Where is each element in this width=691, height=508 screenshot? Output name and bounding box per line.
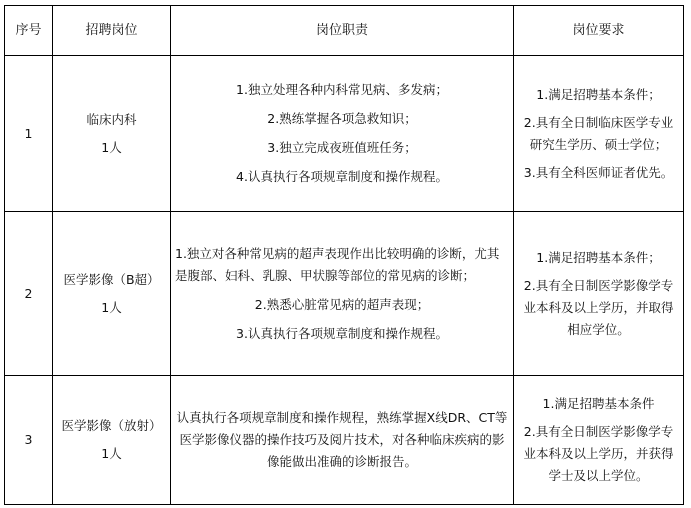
requirement-item: 1.满足招聘基本条件； xyxy=(536,249,661,265)
row-number: 3 xyxy=(5,376,53,505)
requirement-item: 2.具有全日制医学影像学专业本科及以上学历，并获得学士及以上学位。 xyxy=(523,424,674,483)
duties-cell xyxy=(171,376,514,505)
requirement-item: 1.满足招聘基本条件 xyxy=(542,396,655,411)
row-number: 2 xyxy=(5,212,53,376)
table-row xyxy=(5,56,684,212)
position-name: 医学影像（放射） xyxy=(61,418,162,433)
requirement-item: 2.具有全日制临床医学专业研究生学历、硕士学位； xyxy=(523,114,674,152)
duty-item: 1.独立对各种常见病的超声表现作出比较明确的诊断，尤其是腹部、妇科、乳腺、甲状腺等部位的常见病的诊断； xyxy=(175,245,500,283)
position-name: 临床内科 xyxy=(86,111,137,127)
duties-cell xyxy=(171,56,514,212)
position-cell xyxy=(53,56,171,212)
table-row xyxy=(5,376,684,505)
position-name: 医学影像（B超） xyxy=(63,271,160,287)
position-cell xyxy=(53,212,171,376)
header-position: 招聘岗位 xyxy=(53,6,171,56)
position-count: 1人 xyxy=(101,139,122,155)
duty-item: 4.认真执行各项规章制度和操作规程。 xyxy=(236,169,448,184)
duty-item: 2.熟悉心脏常见病的超声表现； xyxy=(254,296,430,312)
header-duties: 岗位职责 xyxy=(171,6,514,56)
header-row xyxy=(5,6,684,56)
position-count: 1人 xyxy=(101,299,122,315)
duty-item: 3.独立完成夜班值班任务； xyxy=(267,140,417,155)
header-requirements: 岗位要求 xyxy=(514,6,684,56)
position-cell xyxy=(53,376,171,505)
duty-item: 1.独立处理各种内科常见病、多发病； xyxy=(236,82,448,97)
duty-item: 3.认真执行各项规章制度和操作规程。 xyxy=(236,325,448,341)
table-row xyxy=(5,212,684,376)
requirements-cell xyxy=(514,212,684,376)
requirement-item: 2.具有全日制医学影像学专业本科及以上学历，并取得相应学位。 xyxy=(523,277,674,337)
requirements-cell xyxy=(514,56,684,212)
duty-item: 2.熟练掌握各项急救知识； xyxy=(267,111,417,126)
requirement-item: 1.满足招聘基本条件； xyxy=(536,86,661,102)
position-count: 1人 xyxy=(101,446,122,461)
requirement-item: 3.具有全科医师证者优先。 xyxy=(523,164,674,180)
requirements-cell xyxy=(514,376,684,505)
duty-item: 认真执行各项规章制度和操作规程，熟练掌握X线DR、CT等医学影像仪器的操作技巧及阅片技术，对各种临床疾病的影像能做出准确的诊断报告。 xyxy=(176,410,508,469)
recruitment-table xyxy=(4,5,684,505)
duties-cell xyxy=(171,212,514,376)
recruitment-table-container xyxy=(4,5,684,505)
row-number: 1 xyxy=(5,56,53,212)
header-no: 序号 xyxy=(5,6,53,56)
